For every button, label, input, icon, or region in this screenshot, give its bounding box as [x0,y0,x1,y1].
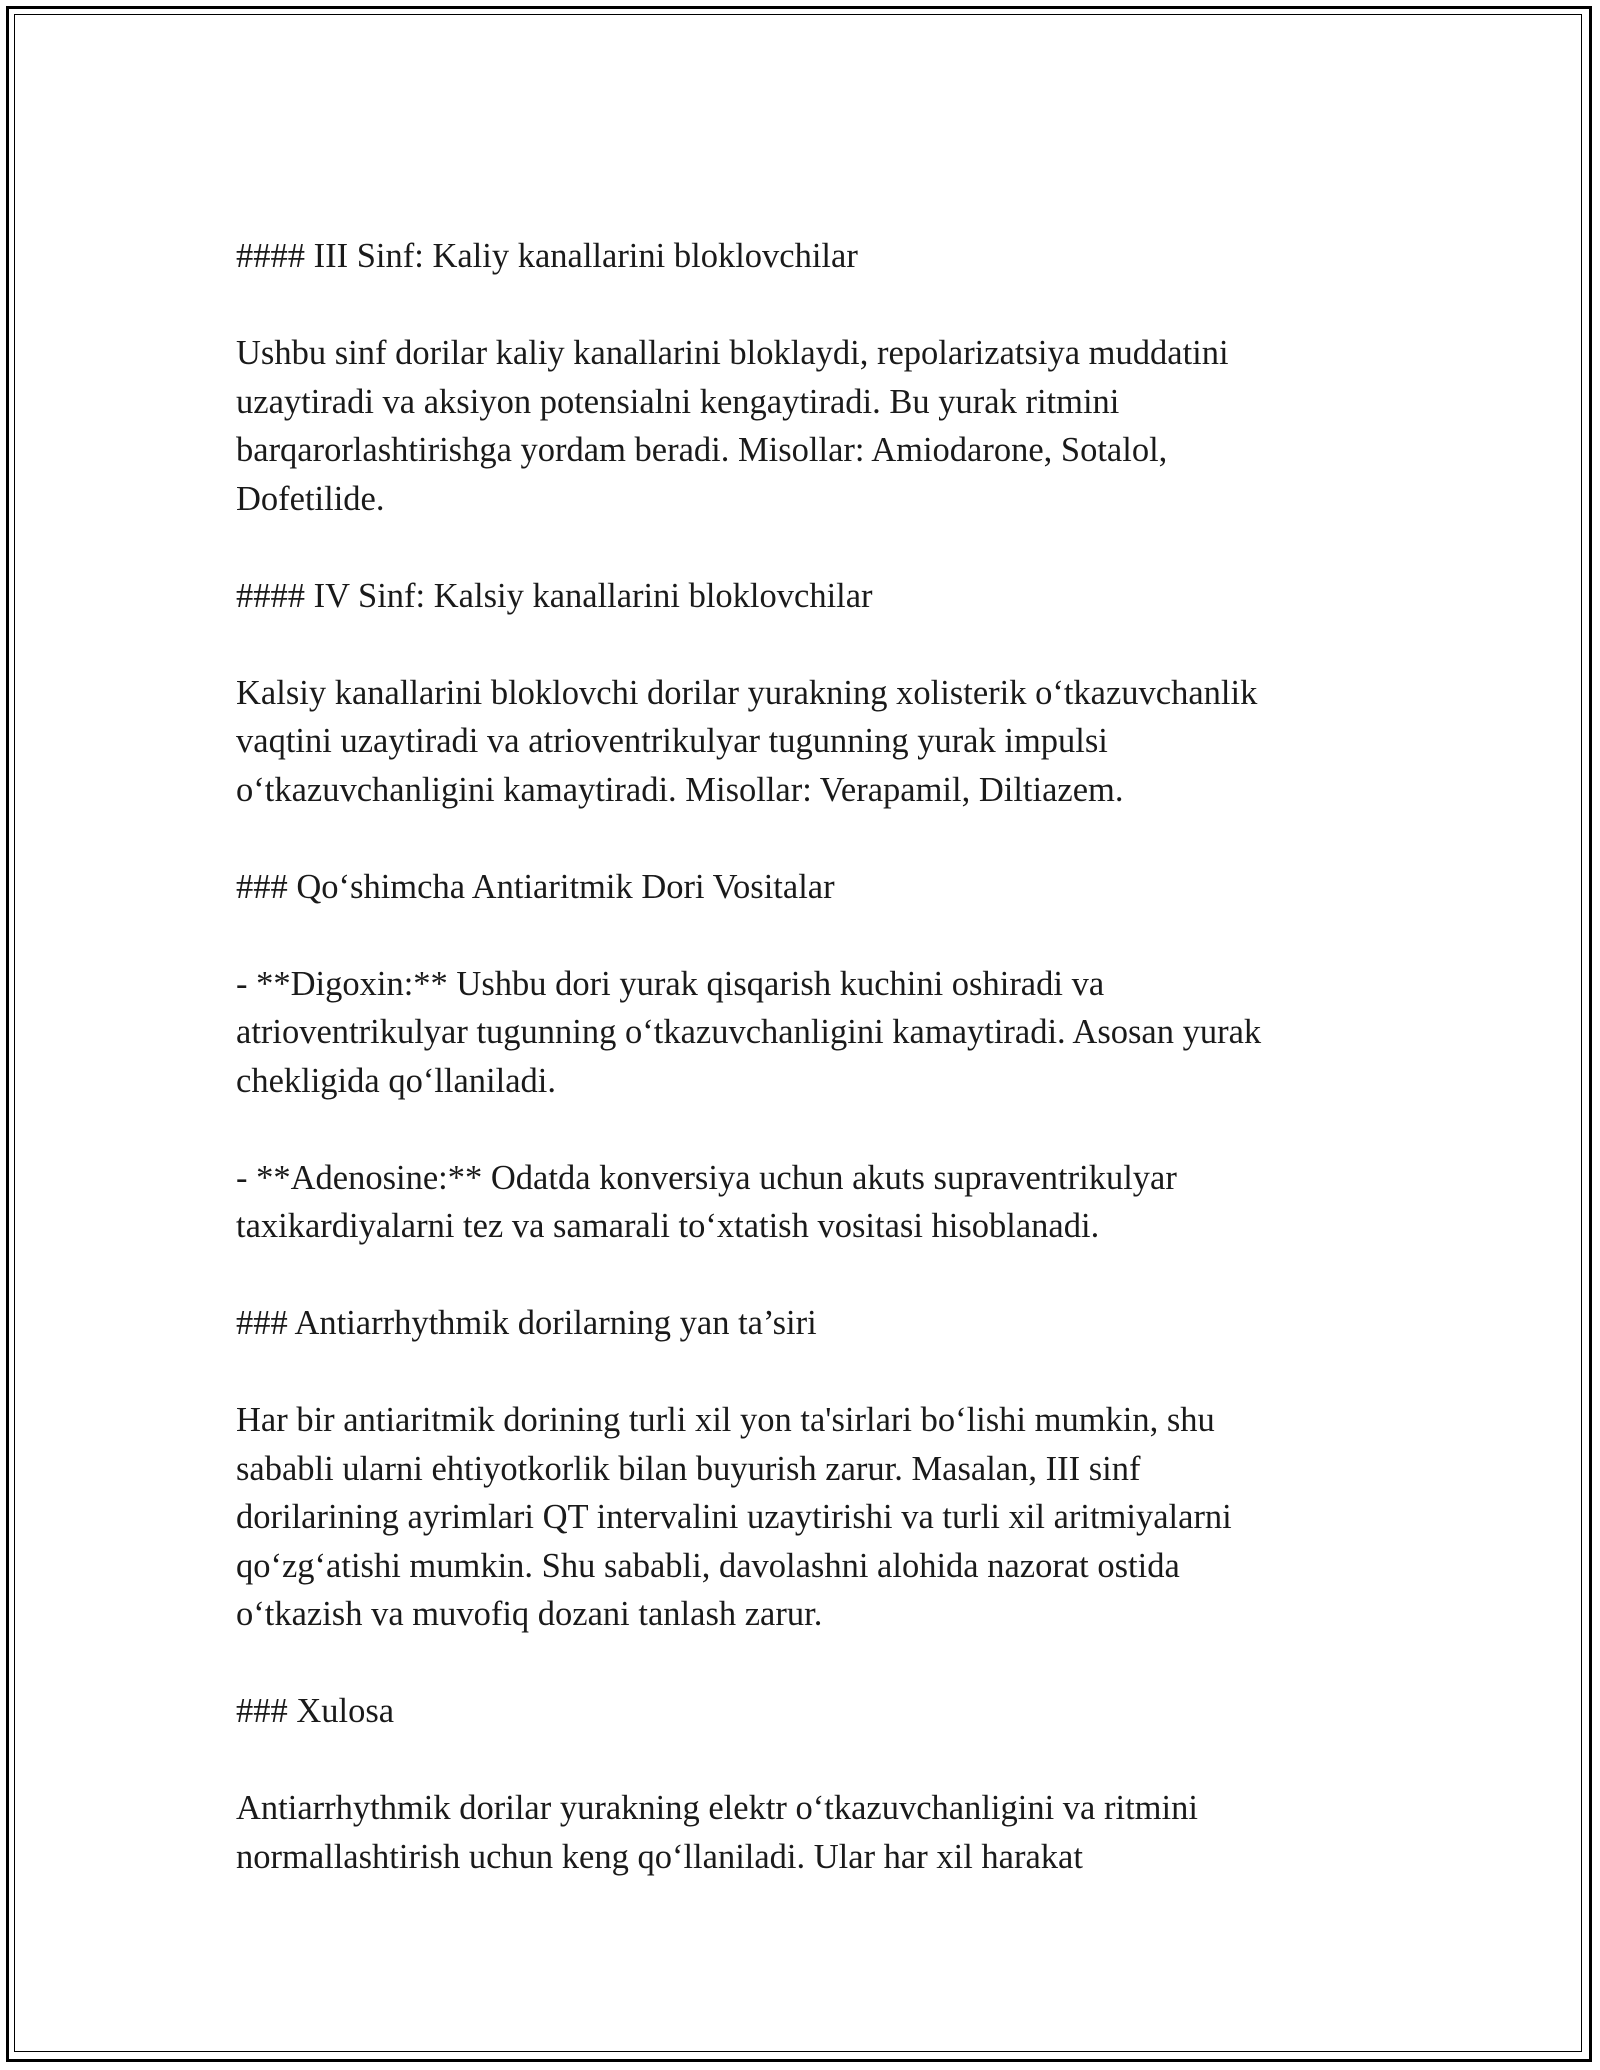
paragraph-class-iii: Ushbu sinf dorilar kaliy kanallarini bloklaydi, repolarizatsiya muddatini uzaytiradi va aksiyon potensialni kengaytiradi. Bu yurak ritmini barqarorlashtirishga yordam beradi. Misollar: Amiodarone, Sotalol, Dofetilide. [236,334,1229,518]
document-body [236,232,1376,1881]
heading-class-iii: #### III Sinf: Kaliy kanallarini bloklovchilar [236,237,858,275]
heading-conclusion: ### Xulosa [236,1692,395,1730]
heading-class-iv: #### IV Sinf: Kalsiy kanallarini bloklovchilar [236,576,873,615]
paragraph-side-effects: Har bir antiaritmik dorining turli xil yon ta'sirlari bo‘lishi mumkin, shu sababli ularni ehtiyotkorlik bilan buyurish zarur. Masalan, III sinf dorilarining ayrimlari QT intervalini uzaytirishi va turli xil aritmiyalarni qo‘zg‘atishi mumkin. Shu sababli, davolashni alohida nazorat ostida o‘tkazish va muvofiq dozani tanlash zarur. [236,1401,1232,1633]
list-item-digoxin: - **Digoxin:** Ushbu dori yurak qisqarish kuchini oshiradi va atrioventrikulyar tugunning o‘tkazuvchanligini kamaytiradi. Asosan yurak chekligida qo‘llaniladi. [236,964,1262,1100]
list-item-adenosine: - **Adenosine:** Odatda konversiya uchun akuts supraventrikulyar taxikardiyalarni tez va samarali to‘xtatish vositasi hisoblanadi. [236,1158,1177,1245]
heading-side-effects: ### Antiarrhythmik dorilarning yan ta’siri [236,1304,817,1342]
paragraph-class-iv: Kalsiy kanallarini bloklovchi dorilar yurakning xolisterik o‘tkazuvchanlik vaqtini uzaytiradi va atrioventrikulyar tugunning yurak impulsi o‘tkazuvchanligini kamaytiradi. Misollar: Verapamil, Diltiazem. [236,673,1258,809]
paragraph-conclusion: Antiarrhythmik dorilar yurakning elektr o‘tkazuvchanligini va ritmini normallashtirish uchun keng qo‘llaniladi. Ular har xil harakat [236,1789,1198,1876]
heading-additional-drugs: ### Qo‘shimcha Antiaritmik Dori Vositalar [236,867,835,906]
